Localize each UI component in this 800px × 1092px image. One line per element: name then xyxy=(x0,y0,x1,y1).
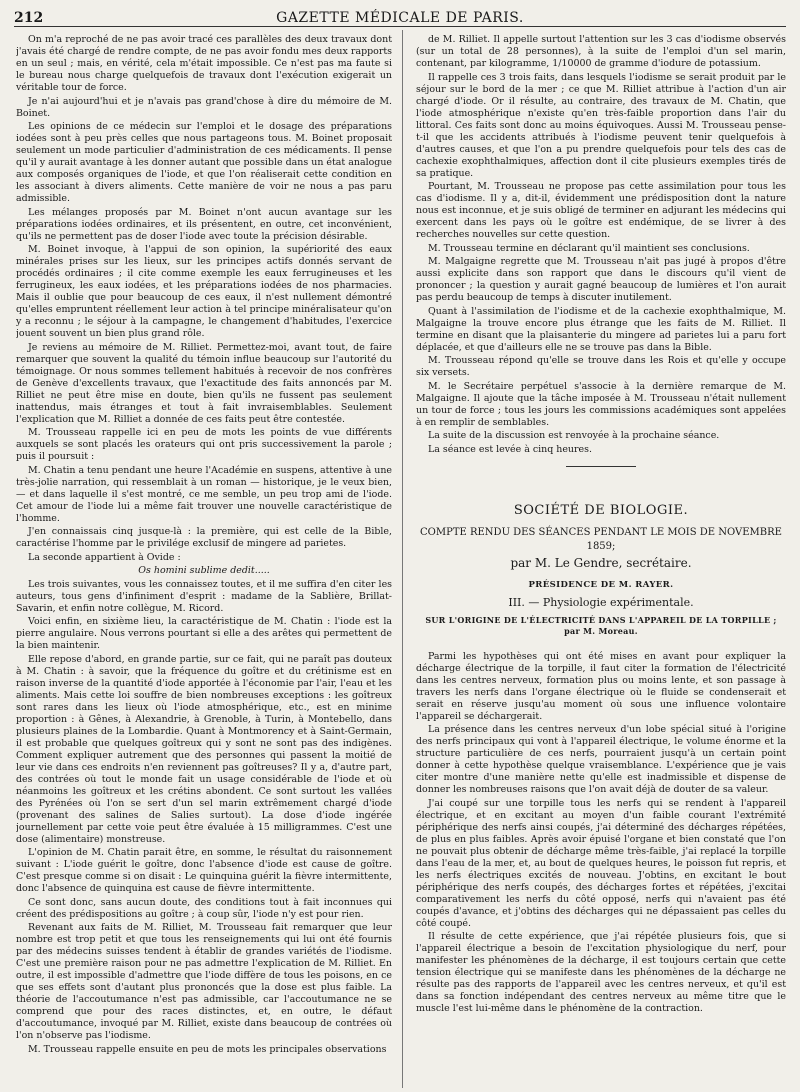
paragraph: Parmi les hypothèses qui ont été mises en avant pour expliquer la décharge électrique de la torpille, il faut citer la formation de l'électricité dans les centres nerveux, formation plus ou moins lente, et son passage à travers les nerfs dans l'organe électrique où le fluide se condenserait et serait en réserve jusqu'au moment où sous une influence volontaire l'appareil se déchargerait. xyxy=(416,650,786,722)
paragraph: Il rappelle ces 3 trois faits, dans lesquels l'iodisme se serait produit par le séjour sur le bord de la mer ; ce que M. Rilliet attribue à l'action d'un air chargé d'iode. Or il résulte, au contraire, des travaux de M. Chatin, que l'iode atmosphérique n'existe qu'en très-faible proportion dans l'air du littoral. Ces faits sont donc au moins équivoques. Aussi M. Trousseau pense-t-il que les accidents attribués à l'iodisme peuvent tenir quelquefois à d'autres causes, et que l'on a pu prendre quelquefois pour tels des cas de cachexie exophthalmiques, affection dont il cite plusieurs exemples tirés de sa pratique. xyxy=(416,71,786,179)
paragraph: Il résulte de cette expérience, que j'ai répétée plusieurs fois, que si l'appareil électrique a besoin de l'excitation physiologique du nerf, pour manifester les phénomènes de la décharge, il est toujours certain que cette tension électrique qui se manifeste dans les phénomènes de la décharge ne résulte pas des rapports de l'appareil avec les centres nerveux, et qu'il est dans sa fonction indépendant des centres nerveux au même titre que le muscle l'est lui-même dans le phénomène de la contraction. xyxy=(416,931,786,1014)
paragraph: Revenant aux faits de M. Rilliet, M. Trousseau fait remarquer que leur nombre est trop petit et que tous les renseignements qui lui ont été fournis par des médecins suisses tendent à établir de grandes variétés de l'iodisme. C'est une première raison pour ne pas admettre l'explication de M. Rilliet. En outre, il est impossible d'admettre que l'iode diffère de tous les poisons, en ce que ses effets sont d'autant plus prononcés que la dose est plus faible. La théorie de l'accoutumance n'est pas admissible, car l'accoutumance ne se comprend que pour des races distinctes, et, en outre, le défaut d'accoutumance, invoqué par M. Rilliet, existe dans beaucoup de contrées où l'on n'observe pas l'iodisme. xyxy=(16,922,392,1041)
paragraph: Voici enfin, en sixième lieu, la caractéristique de M. Chatin : l'iode est la pierre angulaire. Nous verrons pourtant si elle a des arêtes qui permettent de la bien maintenir. xyxy=(16,616,392,651)
paragraph: La suite de la discussion est renvoyée à la prochaine séance. xyxy=(428,430,720,441)
paragraph: J'ai coupé sur une torpille tous les nerfs qui se rendent à l'appareil électrique, et en excitant au moyen d'un faible courant l'extrémité périphérique des nerfs ainsi coupés, j'ai déterminé des décharges répétées, de plus en plus faibles. Après avoir épuisé l'organe et bien constaté que l'on ne pouvait plus obtenir de décharge même très-faible, j'ai replacé la torpille dans l'eau de la mer, et, au bout de quelques heures, le poisson fut repris, et les nerfs électriques excités de nouveau. J'obtins, en excitant le bout périphérique des nerfs coupés, des décharges fortes et répétées, j'excitai comparativement les nerfs du côté opposé, nerfs qui n'avaient pas été coupés d'avance, et j'obtins des décharges qui ne dépassaient pas celles du côté coupé. xyxy=(416,797,786,929)
chapter-heading: III. — Physiologie expérimentale. xyxy=(508,595,694,609)
paragraph: Ce sont donc, sans aucun doute, des conditions tout à fait inconnues qui créent des prédispositions au goître ; à coup sûr, l'iode n'y est pour rien. xyxy=(16,896,392,920)
paragraph: M. Trousseau répond qu'elle se trouve dans les Rois et qu'elle y occupe six versets. xyxy=(416,355,786,378)
paragraph: La seconde appartient à Ovide : xyxy=(28,551,181,563)
paragraph: L'opinion de M. Chatin parait être, en somme, le résultat du raisonnement suivant : L'iode guérit le goître, donc l'absence d'iode est cause de goître. C'est presque comme si on disait : Le quinquina guérit la fièvre intermittente, donc l'absence de quinquina est cause de fièvre intermittente. xyxy=(16,847,392,894)
paragraph: M. Trousseau termine en déclarant qu'il maintient ses conclusions. xyxy=(428,242,750,254)
report-author: par M. Le Gendre, secrétaire. xyxy=(510,555,692,570)
paragraph: On m'a reproché de ne pas avoir tracé ces parallèles des deux travaux dont j'avais été chargé de rendre compte, de ne pas avoir fondu mes deux rapports en un seul ; mais, en vérité, cela m'était impossible. Ce n'est pas ma faute si le bureau nous charge quelquefois de travaux dont l'exécution exigerait un véritable tour de force. xyxy=(16,34,392,93)
article-title xyxy=(416,615,786,637)
left-column xyxy=(16,34,392,1084)
paragraph: M. Chatin a tenu pendant une heure l'Académie en suspens, attentive à une très-jolie narration, qui ressemblait à un roman — historique, je le veux bien, — et dans laquelle il s'est montré, ce me semble, un peu trop ami de l'iode. Cet amour de l'iode lui a même fait trouver une nouvelle caractéristique de l'homme. xyxy=(16,464,392,524)
paragraph: Les mélanges proposés par M. Boinet n'ont aucun avantage sur les préparations iodées ordinaires, et ils présentent, en outre, cet inconvénient, qu'ils ne permettent pas de doser l'iode avec toute la précision désirable. xyxy=(16,206,392,242)
paragraph: de M. Rilliet. Il appelle surtout l'attention sur les 3 cas d'iodisme observés (sur un total de 28 personnes), à la suite de l'emploi d'un sel marin, contenant, par kilogramme, 1/10000 de gramme d'iodure de potassium. xyxy=(416,34,786,69)
article-title-text: SUR L'ORIGINE DE L'ÉLECTRICITÉ DANS L'APPAREIL DE LA TORPILLE ; xyxy=(425,614,777,625)
section-separator xyxy=(566,466,636,467)
right-column xyxy=(416,34,786,1084)
paragraph: Pourtant, M. Trousseau ne propose pas cette assimilation pour tous les cas d'iodisme. Il y a, dit-il, évidemment une prédisposition dont la nature nous est inconnue, et je suis obligé de terminer en adjurant les médecins qui exercent dans les pays où le goître est endémique, de se livrer à des recherches nouvelles sur cette question. xyxy=(416,181,786,240)
paragraph: M. Boinet invoque, à l'appui de son opinion, la supériorité des eaux minérales prises sur les lieux, sur les principes actifs donnés servant de procédés ordinaires ; il cite comme exemple les eaux ferrugineuses et les ferrugineux, les eaux iodées, et les préparations iodées de nos pharmacies. Mais il oublie que pour beaucoup de ces eaux, il n'est nullement démontré qu'elles empruntent réellement leur action à tel principe minéralisateur qu'on y a reconnu ; le séjour à la campagne, le changement d'habitudes, l'exercice jouent souvent un bien plus grand rôle. xyxy=(16,244,392,339)
paragraph: J'en connaissais cinq jusque-là : la première, qui est celle de la Bible, caractérise l'homme par le privilége exclusif de mingere ad parietes. xyxy=(16,526,392,549)
presidency-line: PRÉSIDENCE DE M. RAYER. xyxy=(528,579,674,590)
article-author: par M. Moreau. xyxy=(564,625,638,636)
paragraph: Quant à l'assimilation de l'iodisme et de la cachexie exophthalmique, M. Malgaigne la trouve encore plus étrange que les faits de M. Rilliet. Il termine en disant que la plaisanterie du mingere ad parietes lui a paru fort déplacée, et que d'ailleurs elle ne se trouve pas dans la Bible. xyxy=(416,305,786,353)
paragraph: La présence dans les centres nerveux d'un lobe spécial situé à l'origine des nerfs principaux qui vont à l'appareil électrique, le volume énorme et la structure particulière de ces nerfs, pourraient jusqu'à un certain point donner à cette hypothèse quelque vraisemblance. L'expérience que je vais citer montre d'une manière nette qu'elle est inadmissible et dispense de donner les nombreuses raisons que l'on avait déjà de douter de sa valeur. xyxy=(416,724,786,795)
paragraph: Elle repose d'abord, en grande partie, sur ce fait, qui ne paraît pas douteux à M. Chatin : à savoir, que la fréquence du goître et du crétinisme est en raison inverse de la quantité d'iode apportée à l'économie par l'air, l'eau et les aliments. Mais cette loi souffre de bien nombreuses exceptions : les goîtreux sont rares dans les lieux où l'iode atmosphérique, etc., est en minime proportion : à Gênes, à Alexandrie, à Grenoble, à Turin, à Montebello, dans plusieurs plaines de la Lombardie. Quant à Montmorency et à Saint-Germain, il est probable que quelques goîtreux qui y sont ne sont pas des indigènes. Comment expliquer autrement que des personnes qui passent la moitié de leur vie dans ces endroits n'en reviennent pas goîtreuses? Il y a, d'autre part, des contrées où tout le monde fait un usage considérable de l'iode et où néanmoins les goîtreux et les crétins abondent. Ce sont surtout les vallées des Pyrénées où l'on se sert d'un sel marin extrêmement chargé d'iode (provenant des salines de Salies surtout). La dose d'iode ingérée journellement par cette voie peut être évaluée à 15 milligrammes. C'est une dose (alimentaire) monstreuse. xyxy=(16,653,392,845)
paragraph: M. Trousseau rappelle ensuite en peu de mots les principales observations xyxy=(28,1043,387,1055)
column-divider xyxy=(402,30,403,1088)
paragraph: Les opinions de ce médecin sur l'emploi et le dosage des préparations iodées sont à peu près celles que nous partageons tous. M. Boinet proposait seulement un mode particulier d'administration de ces médicaments. Il pense qu'il y aurait avantage à les donner autant que possible dans un état analogue aux composés organiques de l'iode, et que l'on réaliserait cette condition en les associant à divers aliments. Cette manière de voir ne nous a pas paru admissible. xyxy=(16,121,392,204)
paragraph: La séance est levée à cinq heures. xyxy=(428,443,592,455)
society-title: SOCIÉTÉ DE BIOLOGIE. xyxy=(513,502,689,518)
paragraph: Je reviens au mémoire de M. Rilliet. Permettez-moi, avant tout, de faire remarquer que souvent la qualité du témoin influe beaucoup sur l'autorité du témoignage. Or nous sommes tellement habitués à recevoir de nos confrères de Genève d'excellents travaux, que l'exactitude des faits annoncés par M. Rilliet ne peut être mise en doute, bien qu'ils ne fussent pas seulement inattendus, mais étranges et tout à fait invraisemblables. Seulement l'explication que M. Rilliet a donnée de ces faits peut être contestée. xyxy=(16,341,392,425)
paragraph: Je n'ai aujourd'hui et je n'avais pas grand'chose à dire du mémoire de M. Boinet. xyxy=(16,95,392,119)
latin-quote: Os homini sublime dedit..... xyxy=(138,565,270,576)
paragraph: M. Trousseau rappelle ici en peu de mots les points de vue différents auxquels se sont placés les orateurs qui ont pris successivement la parole ; puis il poursuit : xyxy=(16,427,392,462)
paragraph: Les trois suivantes, vous les connaissez toutes, et il me suffira d'en citer les auteurs, tous gens d'infiniment d'esprit : madame de la Sablière, Brillat-Savarin, et enfin notre collègue, M. Ricord. xyxy=(16,578,392,614)
page-header xyxy=(14,4,786,27)
report-title: COMPTE RENDU DES SÉANCES PENDANT LE MOIS DE NOVEMBRE 1859; xyxy=(420,526,782,552)
paragraph: M. le Secrétaire perpétuel s'associe à la dernière remarque de M. Malgaigne. Il ajoute que la tâche imposée à M. Trousseau n'était nullement un tour de force ; tous les jours les commissions académiques sont appelées à en remplir de semblables. xyxy=(416,380,786,428)
page-number: 212 xyxy=(14,10,44,26)
paragraph: M. Malgaigne regrette que M. Trousseau n'ait pas jugé à propos d'être aussi explicite dans son rapport que dans le discours qu'il vient de prononcer ; la question y aurait gagné beaucoup de lumières et l'on aurait pas perdu beaucoup de temps à discuter inutilement. xyxy=(416,256,786,303)
journal-title: GAZETTE MÉDICALE DE PARIS. xyxy=(276,10,524,26)
